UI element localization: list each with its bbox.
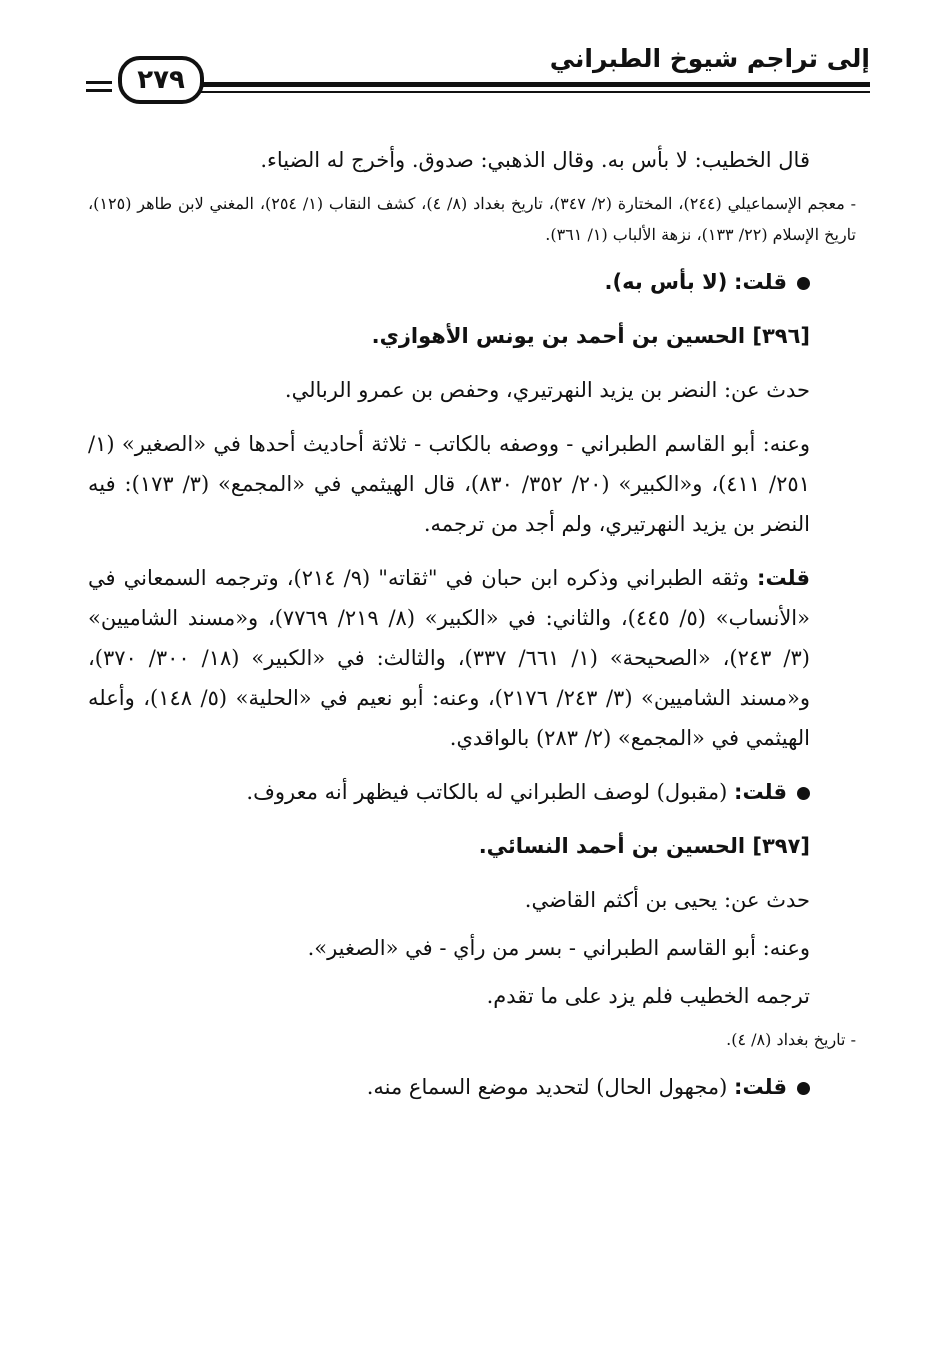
page-number: ٢٧٩ — [118, 56, 204, 104]
header-rule-left-bottom — [86, 89, 112, 92]
bullet-icon — [797, 787, 810, 800]
header-rule-thin — [200, 91, 870, 93]
verdict-2 — [88, 772, 810, 812]
paragraph-397-khatib: ترجمه الخطيب فلم يزد على ما تقدم. — [486, 984, 810, 1008]
comment-text: وثقه الطبراني وذكره ابن حبان في "ثقاته" (٩/ ٢١٤)، وترجمه السمعاني في «الأنساب» (٥/ ٤٤٥)، والثاني: في «الكبير» (٨/ ٢١٩/ ٧٧٦٩)، و«مسند الشاميين» (٣/ ٢٤٣)، «الصحيحة» (١/ ٦٦١/ ٣٣٧)، والثالث: في «الكبير» (١٨/ ٣٠٠/ ٣٧٠)، و«مسند الشاميين» (٣/ ٢٤٣/ ٢١٧٦)، وعنه: أبو نعيم في «الحلية» (٥/ ١٤٨)، وأعله الهيثمي في «المجمع» (٢/ ٢٨٣) بالواقدي. — [88, 566, 810, 750]
bullet-icon — [797, 277, 810, 290]
comment-lead: قلت: — [757, 566, 810, 590]
header-rule-left-top — [86, 81, 112, 84]
paragraph-396-narrated-from: حدث عن: النضر بن يزيد النهرتيري، وحفص بن عمرو الربالي. — [284, 378, 810, 402]
paragraph-396-comment — [88, 558, 810, 758]
entry-heading-397: [٣٩٧] الحسين بن أحمد النسائي. — [478, 834, 810, 858]
running-title: إلى تراجم شيوخ الطبراني — [549, 44, 870, 73]
verdict-text: (لا بأس به). — [604, 270, 728, 294]
verdict-text: (مقبول) لوصف الطبراني له بالكاتب فيظهر أنه معروف. — [246, 780, 728, 804]
verdict-lead: قلت: — [734, 270, 787, 294]
verdict-lead: قلت: — [734, 780, 787, 804]
page-body — [88, 140, 856, 1121]
verdict-1 — [88, 262, 810, 302]
footnote-sources-2: - تاريخ بغداد (٨/ ٤). — [726, 1030, 856, 1049]
paragraph-khatib: قال الخطيب: لا بأس به. وقال الذهبي: صدوق. وأخرج له الضياء. — [260, 148, 810, 172]
page-header — [82, 38, 870, 102]
paragraph-397-narrated-from: حدث عن: يحيى بن أكثم القاضي. — [524, 888, 810, 912]
verdict-text: (مجهول الحال) لتحديد موضع السماع منه. — [366, 1075, 728, 1099]
bullet-icon — [797, 1082, 810, 1095]
header-rule-thick — [200, 82, 870, 87]
verdict-3 — [88, 1067, 810, 1107]
paragraph-397-narrators: وعنه: أبو القاسم الطبراني - بسر من رأي - في «الصغير». — [307, 936, 810, 960]
paragraph-396-narrators: وعنه: أبو القاسم الطبراني - ووصفه بالكاتب - ثلاثة أحاديث أحدها في «الصغير» (١/ ٢٥١/ ٤١١)، و«الكبير» (٢٠/ ٣٥٢/ ٨٣٠)، قال الهيثمي في «المجمع» (٣/ ١٧٣): فيه النضر بن يزيد النهرتيري، ولم أجد من ترجمه. — [88, 432, 810, 536]
entry-heading-396: [٣٩٦] الحسين بن أحمد بن يونس الأهوازي. — [371, 324, 810, 348]
verdict-lead: قلت: — [734, 1075, 787, 1099]
footnote-sources-1: - معجم الإسماعيلي (٢٤٤)، المختارة (٢/ ٣٤٧)، تاريخ بغداد (٨/ ٤)، كشف النقاب (١/ ٢٥٤)، المغني لابن طاهر (١٢٥)، تاريخ الإسلام (٢٢/ ١٣٣)، نزهة الألباب (١/ ٣٦١). — [88, 194, 856, 244]
